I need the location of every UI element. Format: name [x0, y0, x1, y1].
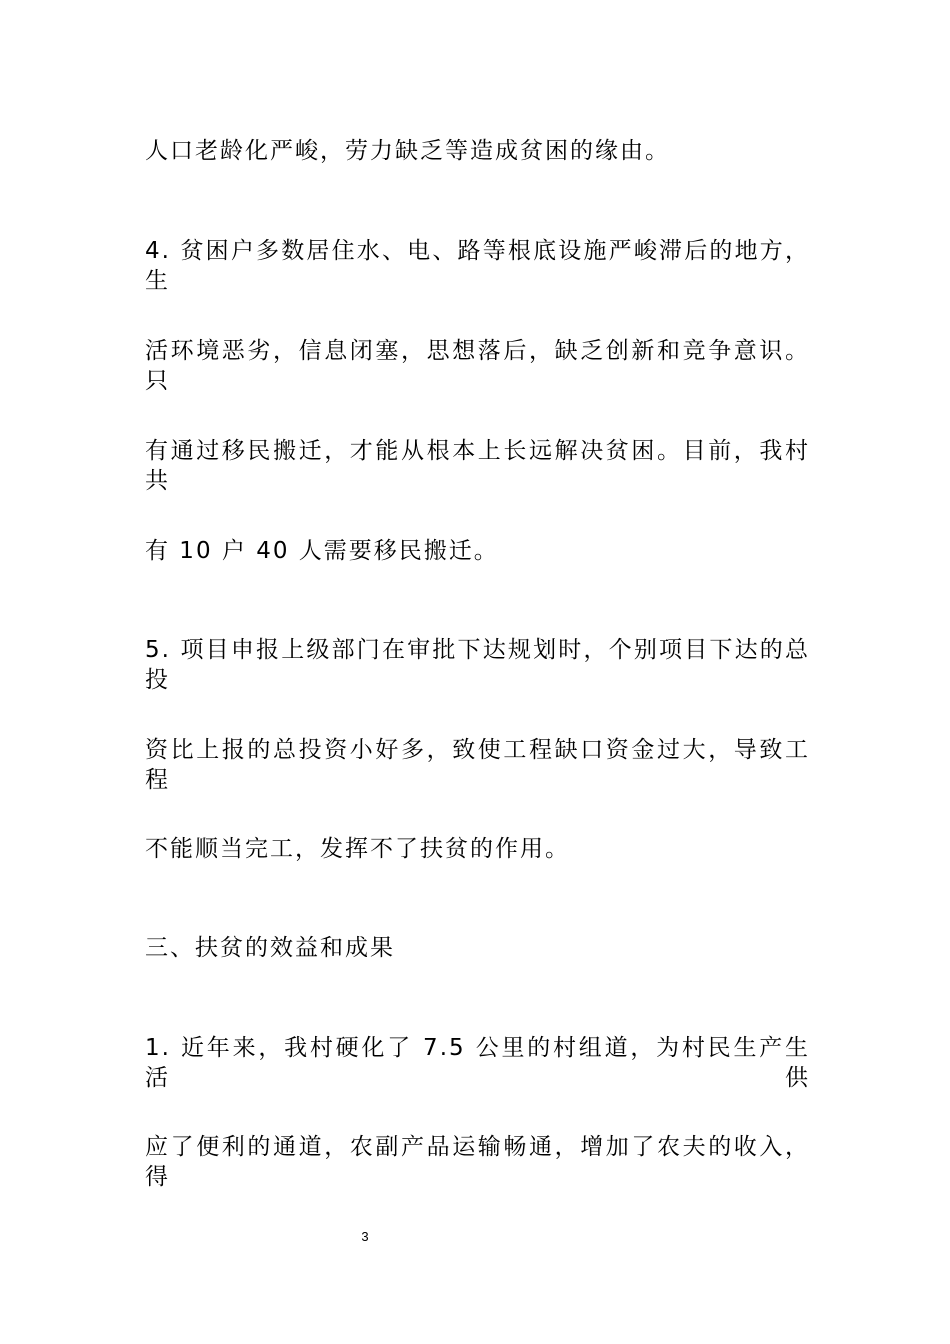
paragraph-line: 有 10 户 40 人需要移民搬迁。 — [145, 538, 499, 564]
paragraph-line: 有通过移民搬迁，才能从根本上长远解决贫困。目前，我村共 — [145, 438, 810, 494]
paragraph-line: 1. 近年来，我村硬化了 7.5 公里的村组道，为村民生产生活供 — [145, 1035, 810, 1091]
paragraph-line: 不能顺当完工，发挥不了扶贫的作用。 — [145, 836, 570, 862]
page-number: 3 — [361, 1229, 369, 1244]
section-heading: 三、扶贫的效益和成果 — [145, 935, 395, 961]
paragraph-line: 活环境恶劣，信息闭塞，思想落后，缺乏创新和竞争意识。只 — [145, 338, 810, 394]
paragraph-line: 资比上报的总投资小好多，致使工程缺口资金过大，导致工程 — [145, 737, 810, 793]
paragraph-line: 应了便利的通道，农副产品运输畅通，增加了农夫的收入，得 — [145, 1134, 810, 1190]
paragraph-line: 4. 贫困户多数居住水、电、路等根底设施严峻滞后的地方，生 — [145, 238, 810, 294]
paragraph-line: 人口老龄化严峻，劳力缺乏等造成贫困的缘由。 — [145, 138, 670, 164]
paragraph-line: 5. 项目申报上级部门在审批下达规划时，个别项目下达的总投 — [145, 637, 810, 693]
